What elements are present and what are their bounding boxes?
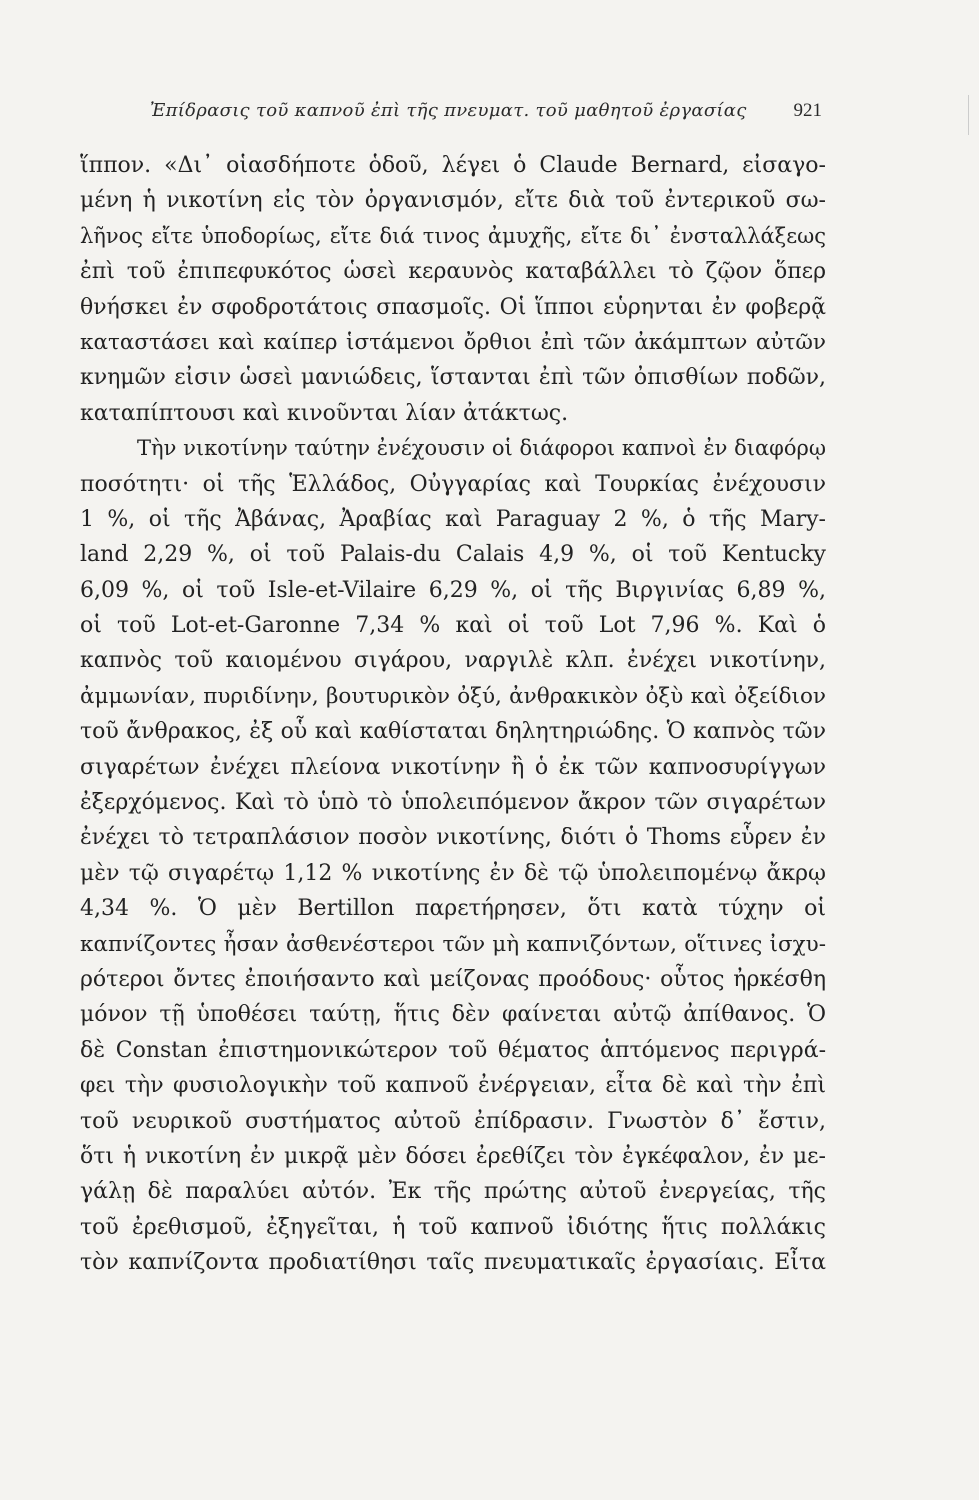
text-line: ἐπὶ τοῦ ἐπιπεφυκότος ὡσεὶ κεραυνὸς καταβάλλει τὸ ζῷον ὅπερ	[80, 259, 826, 285]
running-head-title: Ἐπίδρασις τοῦ καπνοῦ ἐπὶ τῆς πνευματ. τοῦ μαθητοῦ ἐργασίας	[150, 100, 747, 121]
text-line: τοῦ ἐρεθισμοῦ, ἐξηγεῖται, ἡ τοῦ καπνοῦ ἰδιότης ἥτις πολλάκις	[80, 1214, 826, 1240]
text-line: καταστάσει καὶ καίπερ ἱστάμενοι ὄρθιοι ἐπὶ τῶν ἀκάμπτων αὐτῶν	[80, 329, 826, 355]
text-line: σιγαρέτων ἐνέχει πλείονα νικοτίνην ἢ ὁ ἐκ τῶν καπνοσυρίγγων	[80, 754, 826, 780]
text-line: 1 %, οἱ τῆς Ἀβάνας, Ἀραβίας καὶ Paraguay 2 %, ὁ τῆς Mary-	[80, 506, 826, 532]
text-line: λῆνος εἴτε ὑποδορίως, εἴτε διά τινος ἀμυχῆς, εἴτε δι᾽ ἐνσταλλάξεως	[80, 223, 826, 248]
text-line: Τὴν νικοτίνην ταύτην ἐνέχουσιν οἱ διάφοροι καπνοὶ ἐν διαφόρῳ	[137, 436, 826, 461]
text-line: ἀμμωνίαν, πυριδίνην, βουτυρικὸν ὀξύ, ἀνθρακικὸν ὀξὺ καὶ ὀξείδιον	[80, 683, 826, 709]
text-line: ἵππον. «Δι᾽ οἱασδήποτε ὁδοῦ, λέγει ὁ Claude Bernard, εἰσαγο-	[80, 153, 826, 178]
text-line: ὅτι ἡ νικοτίνη ἐν μικρᾷ μὲν δόσει ἐρεθίζει τὸν ἐγκέφαλον, ἐν με-	[80, 1143, 826, 1169]
text-line: ἐνέχει τὸ τετραπλάσιον ποσὸν νικοτίνης, διότι ὁ Thoms εὗρεν ἐν	[80, 825, 826, 851]
page-number: 921	[793, 100, 822, 121]
text-line: τοῦ ἄνθρακος, ἐξ οὗ καὶ καθίσταται δηλητηριώδης. Ὁ καπνὸς τῶν	[80, 719, 826, 745]
text-line: καταπίπτουσι καὶ κινοῦνται λίαν ἀτάκτως.	[80, 400, 569, 426]
running-head	[150, 100, 822, 130]
text-line: ρότεροι ὄντες ἐποιήσαντο καὶ μείζονας προόδους· οὗτος ἠρκέσθη	[80, 966, 826, 992]
text-line: δὲ Constan ἐπιστημονικώτερον τοῦ θέματος ἁπτόμενος περιγρά-	[80, 1037, 826, 1063]
text-line: μὲν τῷ σιγαρέτῳ 1,12 % νικοτίνης ἐν δὲ τῷ ὑπολειπομένῳ ἄκρῳ	[80, 860, 826, 886]
page-edge-mark	[968, 95, 969, 135]
text-line: 4,34 %. Ὁ μὲν Bertillon παρετήρησεν, ὅτι κατὰ τύχην οἱ	[80, 896, 826, 922]
text-line: κνημῶν εἰσιν ὡσεὶ μανιώδεις, ἵστανται ἐπὶ τῶν ὀπισθίων ποδῶν,	[80, 365, 826, 391]
text-line: οἱ τοῦ Lot-et-Garonne 7,34 % καὶ οἱ τοῦ Lot 7,96 %. Καὶ ὁ	[80, 613, 826, 639]
text-line: land 2,29 %, οἱ τοῦ Palais-du Calais 4,9 %, οἱ τοῦ Kentucky	[80, 542, 826, 568]
text-line: ἐξερχόμενος. Καὶ τὸ ὑπὸ τὸ ὑπολειπόμενον ἄκρον τῶν σιγαρέτων	[80, 790, 826, 816]
text-line: καπνίζοντες ἦσαν ἀσθενέστεροι τῶν μὴ καπνιζόντων, οἵτινες ἰσχυ-	[80, 931, 826, 957]
text-line: τὸν καπνίζοντα προδιατίθησι ταῖς πνευματικαῖς ἐργασίαις. Εἶτα	[80, 1250, 826, 1276]
text-line: καπνὸς τοῦ καιομένου σιγάρου, ναργιλὲ κλπ. ἐνέχει νικοτίνην,	[80, 648, 826, 674]
text-line: τοῦ νευρικοῦ συστήματος αὐτοῦ ἐπίδρασιν. Γνωστὸν δ᾽ ἔστιν,	[80, 1108, 826, 1134]
text-line: 6,09 %, οἱ τοῦ Isle-et-Vilaire 6,29 %, οἱ τῆς Βιργινίας 6,89 %,	[80, 577, 826, 603]
text-line: γάλῃ δὲ παραλύει αὐτόν. Ἐκ τῆς πρώτης αὐτοῦ ἐνεργείας, τῆς	[80, 1179, 826, 1205]
text-line: μόνον τῇ ὑποθέσει ταύτῃ, ἥτις δὲν φαίνεται αὐτῷ ἀπίθανος. Ὁ	[80, 1002, 826, 1028]
text-line: ποσότητι· οἱ τῆς Ἑλλάδος, Οὐγγαρίας καὶ Τουρκίας ἐνέχουσιν	[80, 471, 826, 497]
text-line: μένη ἡ νικοτίνη εἰς τὸν ὀργανισμόν, εἴτε διὰ τοῦ ἐντερικοῦ σω-	[80, 188, 826, 214]
text-line: φει τὴν φυσιολογικὴν τοῦ καπνοῦ ἐνέργειαν, εἶτα δὲ καὶ τὴν ἐπὶ	[80, 1073, 826, 1099]
text-line: θνήσκει ἐν σφοδροτάτοις σπασμοῖς. Οἱ ἵπποι εὑρηνται ἐν φοβερᾷ	[80, 294, 826, 320]
body-text	[80, 148, 826, 1281]
